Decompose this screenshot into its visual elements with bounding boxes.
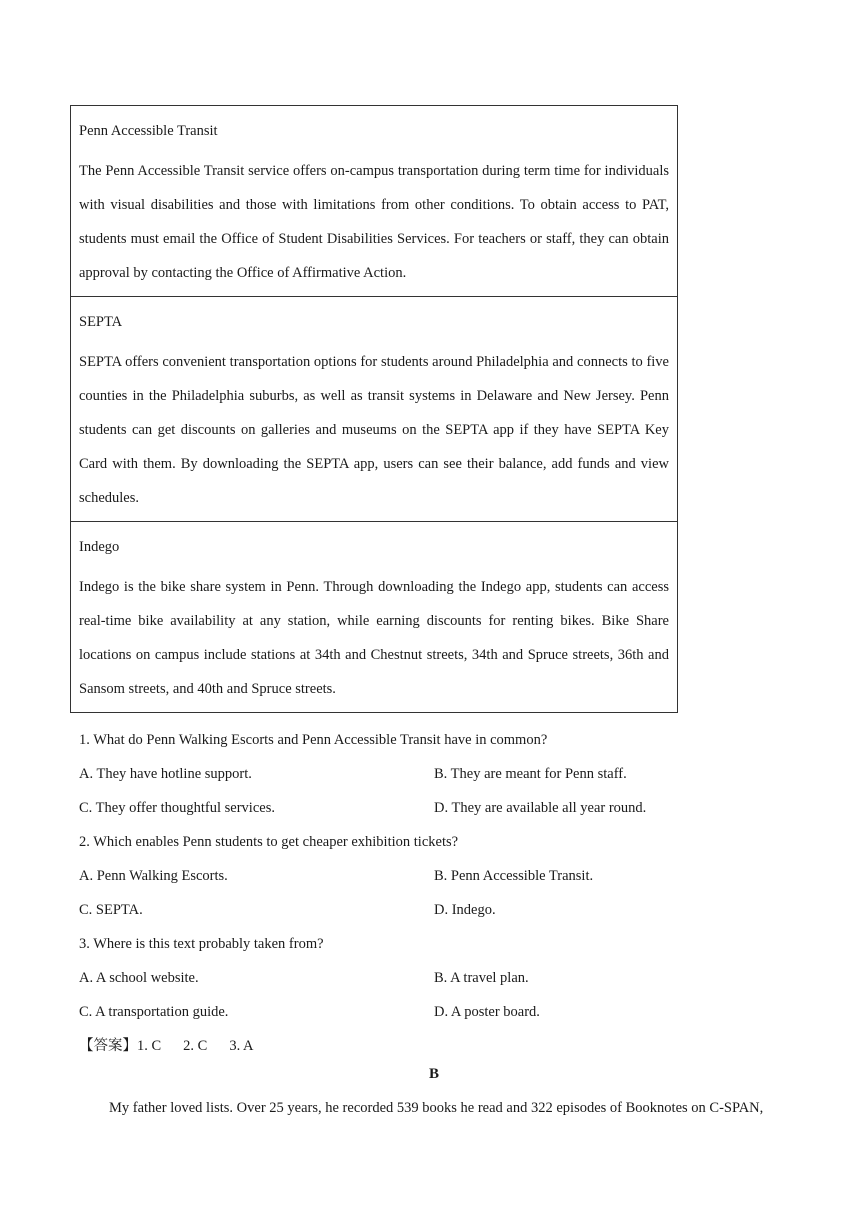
- cell-body: Indego is the bike share system in Penn. Through downloading the Indego app, students can access real-time bike availability at any station, while earning discounts for renting bikes. Bike Share locations on campus include stations at 34th and Chestnut streets, 34th and Spruce streets, 36th and Sansom streets, and 40th and Spruce streets.: [79, 579, 669, 697]
- option: A. Penn Walking Escorts.: [79, 868, 228, 884]
- question-stem: 3. Where is this text probably taken from?: [79, 936, 324, 952]
- info-table: [70, 105, 678, 713]
- answer-item: 3. A: [229, 1038, 254, 1054]
- cell-body: The Penn Accessible Transit service offers on-campus transportation during term time for individuals with visual disabilities and those with limitations from other conditions. To obtain access to PAT, students must email the Office of Student Disabilities Services. For teachers or staff, they can obtain approval by contacting the Office of Affirmative Action.: [79, 163, 669, 281]
- table-cell-indego: [71, 521, 677, 712]
- table-cell-pat: [71, 106, 677, 296]
- option: B. Penn Accessible Transit.: [434, 868, 594, 884]
- option-row: [79, 757, 779, 791]
- table-cell-septa: [71, 296, 677, 521]
- cell-title: Penn Accessible Transit: [79, 123, 218, 139]
- question-stem: 2. Which enables Penn students to get cheaper exhibition tickets?: [79, 834, 459, 850]
- option-row: [79, 893, 779, 927]
- passage-paragraph: My father loved lists. Over 25 years, he recorded 539 books he read and 322 episodes of Booknotes on C-SPAN,: [109, 1100, 764, 1116]
- answer-label: 【答案】: [79, 1038, 137, 1054]
- section-heading: B: [428, 1066, 439, 1082]
- option: D. Indego.: [434, 902, 496, 918]
- answer-key: [79, 1029, 779, 1063]
- question-list: [79, 723, 779, 1063]
- option: A. They have hotline support.: [79, 766, 252, 782]
- option: D. They are available all year round.: [434, 800, 647, 816]
- option-row: [79, 995, 779, 1029]
- option-row: [79, 859, 779, 893]
- answer-item: 1. C: [137, 1038, 162, 1054]
- option: B. A travel plan.: [434, 970, 529, 986]
- option-row: [79, 791, 779, 825]
- option: D. A poster board.: [434, 1004, 540, 1020]
- option-row: [79, 961, 779, 995]
- option: C. A transportation guide.: [79, 1004, 229, 1020]
- cell-body: SEPTA offers convenient transportation options for students around Philadelphia and connects to five counties in the Philadelphia suburbs, as well as transit systems in Delaware and New Jersey. Penn students can get discounts on galleries and museums on the SEPTA app if they have SEPTA Key Card with them. By downloading the SEPTA app, users can see their balance, add funds and view schedules.: [79, 354, 669, 506]
- cell-title: SEPTA: [79, 314, 123, 330]
- option: B. They are meant for Penn staff.: [434, 766, 627, 782]
- question-stem: 1. What do Penn Walking Escorts and Penn Accessible Transit have in common?: [79, 732, 548, 748]
- answer-item: 2. C: [183, 1038, 208, 1054]
- cell-title: Indego: [79, 539, 120, 555]
- option: A. A school website.: [79, 970, 199, 986]
- option: C. SEPTA.: [79, 902, 143, 918]
- option: C. They offer thoughtful services.: [79, 800, 275, 816]
